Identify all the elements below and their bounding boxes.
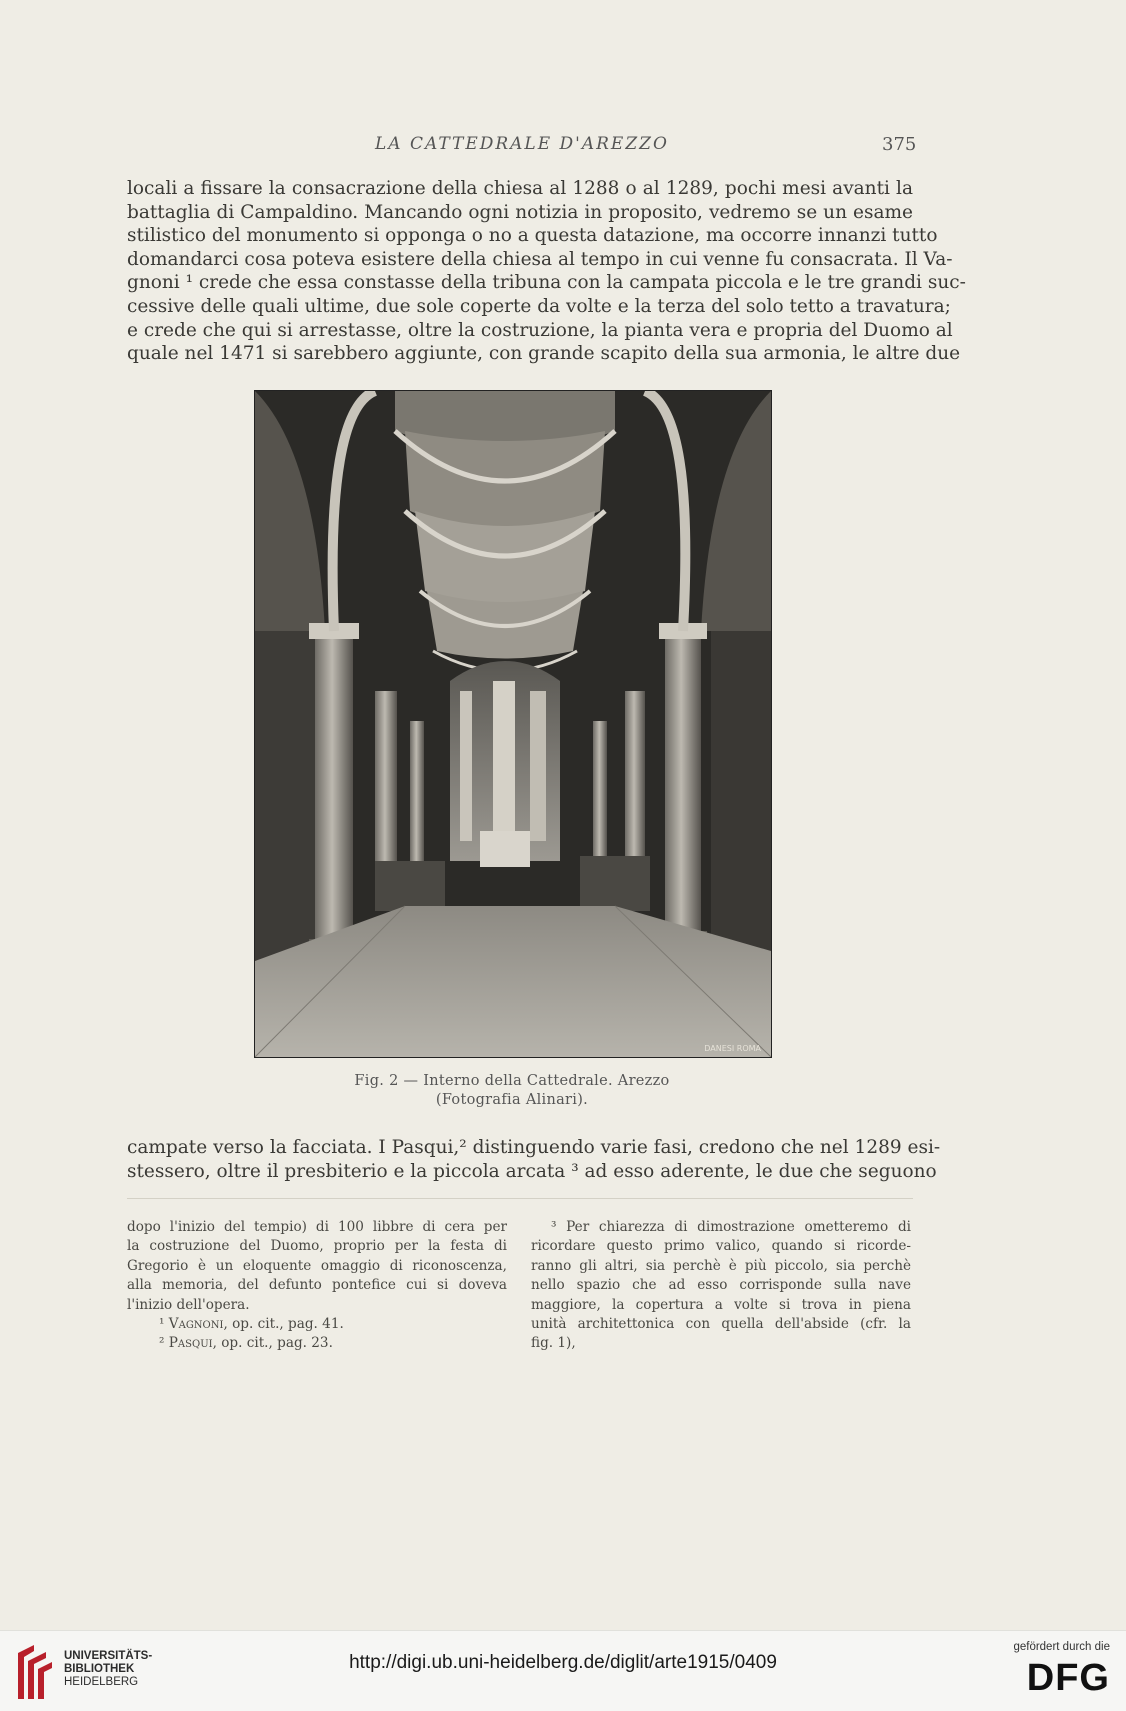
footnotes-right-column xyxy=(531,1218,911,1354)
library-name-line: UNIVERSITÄTS- xyxy=(64,1650,153,1662)
cathedral-interior-photo xyxy=(254,390,772,1058)
paragraph-2 xyxy=(127,1136,941,1183)
permalink-url[interactable]: http://digi.ub.uni-heidelberg.de/diglit/arte1915/0409 xyxy=(349,1652,777,1673)
library-name-line: BIBLIOTHEK xyxy=(64,1663,135,1675)
footnote-line: nello spazio che ad esso corrisponde sulla nave xyxy=(531,1277,911,1294)
running-header xyxy=(0,134,1126,158)
footnote-line: fig. 1), xyxy=(531,1335,576,1352)
footnote-line: dopo l'inizio del tempio) di 100 libbre di cera per xyxy=(127,1219,507,1235)
footnote-2 xyxy=(127,1334,507,1353)
footnote-author: Vagnoni xyxy=(168,1316,224,1333)
footnote-citation: , op. cit., pag. 23. xyxy=(212,1335,333,1352)
footnote-line: la costruzione del Duomo, proprio per la festa di xyxy=(127,1238,507,1255)
footnote-citation: , op. cit., pag. 41. xyxy=(223,1316,344,1333)
page-number: 375 xyxy=(882,134,917,155)
funding-note: gefördert durch die xyxy=(1013,1641,1110,1653)
footnotes-left-column xyxy=(127,1218,507,1354)
footnote-line: ricordare questo primo valico, quando si ricorde- xyxy=(531,1238,911,1255)
running-title: LA CATTEDRALE D'AREZZO xyxy=(375,134,669,154)
text-line: domandarci cosa poteva esistere della chiesa al tempo in cui venne fu consacrata. Il Va- xyxy=(127,248,953,270)
footnote-line: l'inizio dell'opera. xyxy=(127,1296,250,1313)
text-line: quale nel 1471 si sarebbero aggiunte, con grande scapito della sua armonia, le altre due xyxy=(127,343,961,365)
text-line: campate verso la facciata. I Pasqui,² distinguendo varie fasi, credono che nel 1289 esi- xyxy=(127,1137,941,1158)
footnote-line: alla memoria, del defunto pontefice cui si doveva xyxy=(127,1277,507,1294)
footnote-1 xyxy=(127,1315,507,1334)
text-line: stessero, oltre il presbiterio e la piccola arcata ³ ad esso aderente, le due che seguono xyxy=(127,1160,937,1182)
library-name-line: HEIDELBERG xyxy=(64,1676,139,1688)
footnote-mark: ² xyxy=(159,1335,165,1352)
photo-credit: DANESI ROMA xyxy=(704,1044,761,1053)
figure-caption: Fig. 2 — Interno della Cattedrale. Arezzo xyxy=(354,1073,670,1089)
text-line: stilistico del monumento si opponga o no a questa datazione, ma occorre innanzi tutto xyxy=(127,225,938,247)
footnote-line: unità architettonica con quella dell'abside (cfr. la xyxy=(531,1316,911,1333)
text-line: cessive delle quali ultime, due sole coperte da volte e la terza del solo tetto a travatura; xyxy=(127,295,951,317)
footnote-line: ranno gli altri, sia perchè è più piccolo, sia perchè xyxy=(531,1257,911,1274)
figure-caption-credit: (Fotografia Alinari). xyxy=(435,1092,589,1108)
dfg-logo: DFG xyxy=(1026,1657,1110,1699)
footnote-line: ³ Per chiarezza di dimostrazione ometteremo di xyxy=(551,1219,911,1235)
footnote-author: Pasqui xyxy=(168,1335,213,1352)
viewer-footer xyxy=(0,1630,1126,1711)
text-line: gnoni ¹ crede che essa constasse della tribuna con la campata piccola e le tre grandi suc- xyxy=(127,272,966,294)
footnote-line: maggiore, la copertura a volte si trova in piena xyxy=(531,1296,911,1313)
footnote-mark: ¹ xyxy=(159,1316,165,1333)
footnote-divider xyxy=(127,1198,913,1199)
cathedral-nave-illustration xyxy=(255,391,771,1057)
text-line: locali a fissare la consacrazione della chiesa al 1288 o al 1289, pochi mesi avanti la xyxy=(127,178,913,199)
text-line: e crede che qui si arrestasse, oltre la costruzione, la pianta vera e propria del Duomo al xyxy=(127,319,953,341)
paragraph-1 xyxy=(127,177,966,366)
text-line: battaglia di Campaldino. Mancando ogni notizia in proposito, vedremo se un esame xyxy=(127,201,913,223)
footnote-line: Gregorio è un eloquente omaggio di riconoscenza, xyxy=(127,1257,507,1274)
